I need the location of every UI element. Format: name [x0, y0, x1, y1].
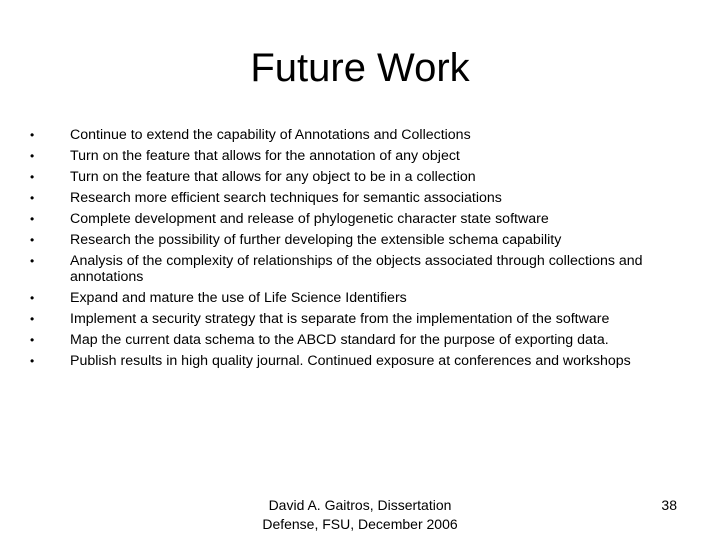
bullet-text: Continue to extend the capability of Annotations and Collections	[70, 127, 471, 143]
bullet-dot-icon: •	[30, 212, 35, 226]
bullet-text: Implement a security strategy that is separate from the implementation of the software	[70, 311, 610, 327]
bullet-dot-icon: •	[30, 149, 35, 163]
footer-line-event: Defense, FSU, December 2006	[262, 516, 458, 532]
slide-title: Future Work	[250, 46, 470, 90]
bullet-item	[30, 353, 690, 369]
bullet-list	[30, 127, 690, 374]
bullet-text: Analysis of the complexity of relationships of the objects associated through collections and annotations	[70, 253, 643, 285]
bullet-dot-icon: •	[30, 354, 35, 368]
page-number: 38	[661, 497, 677, 513]
bullet-text: Complete development and release of phylogenetic character state software	[70, 211, 549, 227]
bullet-text: Turn on the feature that allows for the annotation of any object	[70, 148, 460, 164]
bullet-dot-icon: •	[30, 233, 35, 247]
bullet-dot-icon: •	[30, 170, 35, 184]
bullet-item	[30, 290, 690, 306]
footer-line-author: David A. Gaitros, Dissertation	[268, 497, 452, 513]
bullet-item	[30, 169, 690, 185]
bullet-text: Expand and mature the use of Life Science Identifiers	[70, 290, 407, 306]
bullet-item	[30, 232, 690, 248]
bullet-dot-icon: •	[30, 333, 35, 347]
bullet-item	[30, 311, 690, 327]
bullet-dot-icon: •	[30, 128, 35, 142]
bullet-text: Research the possibility of further developing the extensible schema capability	[70, 232, 562, 248]
bullet-text: Research more efficient search techniques for semantic associations	[70, 190, 502, 206]
bullet-text: Map the current data schema to the ABCD standard for the purpose of exporting data.	[70, 332, 609, 348]
bullet-text: Publish results in high quality journal. Continued exposure at conferences and workshops	[70, 353, 631, 369]
bullet-item	[30, 190, 690, 206]
bullet-dot-icon: •	[30, 312, 35, 326]
slide-footer	[238, 496, 482, 534]
bullet-item	[30, 332, 690, 348]
bullet-item	[30, 253, 690, 285]
bullet-dot-icon: •	[30, 191, 35, 205]
bullet-item	[30, 211, 690, 227]
bullet-item	[30, 148, 690, 164]
bullet-item	[30, 127, 690, 143]
bullet-dot-icon: •	[30, 291, 35, 305]
bullet-dot-icon: •	[30, 254, 35, 268]
bullet-text: Turn on the feature that allows for any object to be in a collection	[70, 169, 476, 185]
